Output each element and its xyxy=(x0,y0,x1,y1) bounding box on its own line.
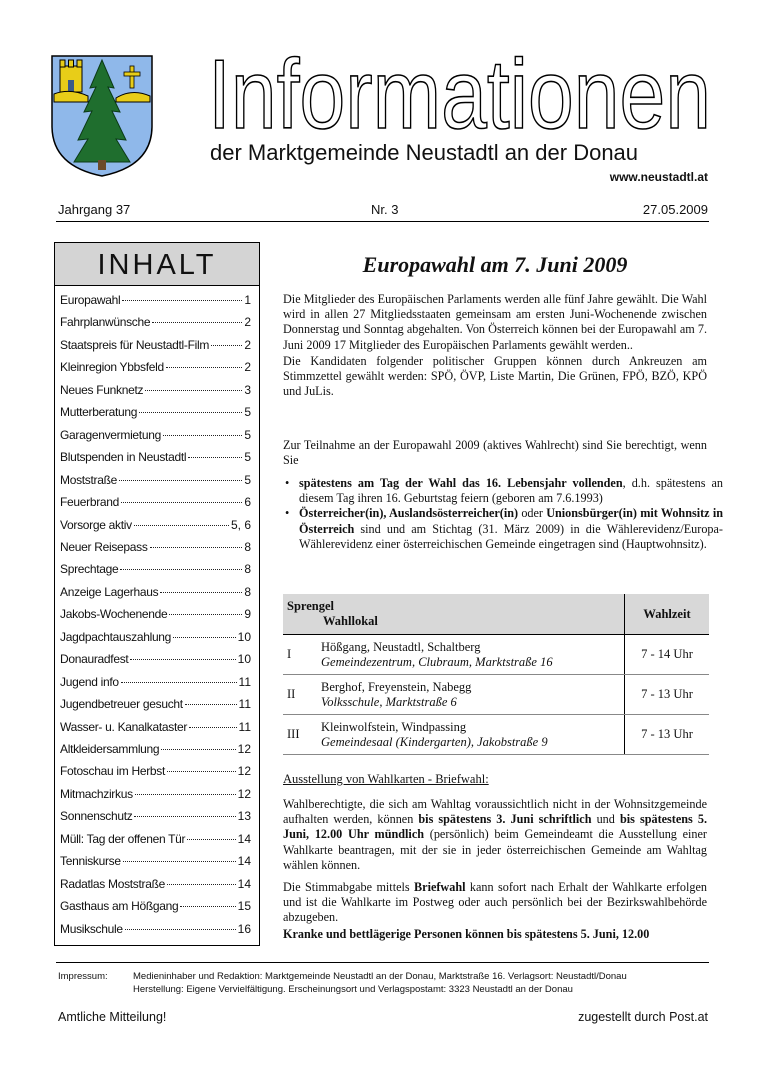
toc-item-page: 16 xyxy=(237,921,251,936)
toc-item-page: 10 xyxy=(237,652,251,667)
official-notice: Amtliche Mitteilung! xyxy=(58,1010,167,1024)
toc-item[interactable] xyxy=(60,405,251,423)
toc-item-label: Fotoschau im Herbst xyxy=(60,764,166,779)
bullet-icon: • xyxy=(285,476,290,490)
toc-leader-dots xyxy=(121,502,242,503)
header-sprengel: Sprengel xyxy=(287,599,334,613)
toc-item-label: Feuerbrand xyxy=(60,495,120,510)
text-run: (persönlich) beim Gemeindeamt die Ausstellung einer Wahlkarte beantragen, mit der sie in jeder österreichischen Gemeinde am Wahltag wählen können. xyxy=(283,827,707,872)
district-places: Hößgang, Neustadtl, Schaltberg xyxy=(321,639,481,654)
toc-item-page: 5 xyxy=(244,450,251,465)
polling-location xyxy=(317,675,625,715)
polling-venue: Gemeindesaal (Kindergarten), Jakobstraße 9 xyxy=(321,734,548,749)
toc-item-label: Gasthaus am Hößgang xyxy=(60,899,179,914)
table-header-wahlzeit: Wahlzeit xyxy=(625,594,710,635)
toc-item[interactable] xyxy=(60,450,251,468)
text-run-bold: können xyxy=(462,927,507,941)
toc-item-page: 3 xyxy=(244,382,251,397)
toc-item[interactable] xyxy=(60,675,251,693)
toc-leader-dots xyxy=(119,480,242,481)
masthead-subtitle: der Marktgemeinde Neustadtl an der Donau xyxy=(210,140,639,165)
toc-leader-dots xyxy=(163,435,242,436)
toc-leader-dots xyxy=(135,794,236,795)
toc-item-label: Altkleidersammlung xyxy=(60,742,160,756)
toc-leader-dots xyxy=(145,390,242,391)
toc-item-page: 2 xyxy=(244,315,251,330)
toc-item-page: 8 xyxy=(244,584,251,599)
delivery-notice: zugestellt durch Post.at xyxy=(578,1010,708,1024)
toc-item-label: Vorsorge aktiv xyxy=(60,517,132,532)
toc-item[interactable] xyxy=(60,428,251,446)
toc-leader-dots xyxy=(167,884,236,885)
toc-item-page: 13 xyxy=(237,809,251,824)
toc-leader-dots xyxy=(134,816,235,817)
bullet-bold: spätestens am Tag der Wahl das 16. Lebensjahr vollenden xyxy=(299,476,623,490)
header-wahllokal: Wahllokal xyxy=(323,614,378,628)
toc-leader-dots xyxy=(189,727,236,728)
polling-venue: Volksschule, Marktstraße 6 xyxy=(321,694,457,709)
toc-item-page: 9 xyxy=(244,607,251,622)
eligibility-list xyxy=(283,476,723,552)
coat-of-arms-icon xyxy=(50,54,154,178)
toc-leader-dots xyxy=(139,412,242,413)
toc-item[interactable] xyxy=(60,585,251,603)
absentee-title: Ausstellung von Wahlkarten - Briefwahl: xyxy=(283,772,489,786)
toc-heading: INHALT xyxy=(55,243,259,286)
toc-item-page: 5 xyxy=(244,405,251,420)
table-header-sprengel xyxy=(283,594,625,635)
toc-leader-dots xyxy=(152,322,242,323)
toc-item[interactable] xyxy=(60,607,251,625)
toc-leader-dots xyxy=(123,861,236,862)
toc-item[interactable] xyxy=(60,315,251,333)
toc-item-page: 14 xyxy=(237,831,251,846)
header-divider xyxy=(56,221,709,222)
toc-item-page: 15 xyxy=(237,899,251,914)
toc-item-label: Jakobs-Wochenende xyxy=(60,607,168,622)
toc-leader-dots xyxy=(169,614,242,615)
website-link[interactable]: www.neustadtl.at xyxy=(609,170,708,184)
toc-item-label: Neues Funknetz xyxy=(60,382,144,397)
table-body xyxy=(283,635,709,755)
toc-item-page: 11 xyxy=(238,719,251,734)
table-row xyxy=(283,635,709,675)
toc-leader-dots xyxy=(167,771,236,772)
bullet-icon: • xyxy=(285,506,290,521)
toc-leader-dots xyxy=(120,569,242,570)
toc-leader-dots xyxy=(150,547,243,548)
toc-leader-dots xyxy=(134,525,229,526)
toc-item-page: 8 xyxy=(244,539,251,554)
toc-item-label: Jagdpachtauszahlung xyxy=(60,629,172,644)
toc-item-label: Sprechtage xyxy=(60,562,119,577)
text-run-bold: bis spätestens 3. Juni schriftlich xyxy=(418,812,592,827)
toc-item[interactable] xyxy=(60,697,251,715)
toc-leader-dots xyxy=(187,839,235,840)
text-run: Wahlberechtigte, die sich am Wahltag voraussichtlich nicht in der Wohnsitzgemeinde aufhalten werden, können xyxy=(283,797,707,827)
toc-item-label: Wasser- u. Kanalkataster xyxy=(60,719,188,734)
toc-item[interactable] xyxy=(60,652,251,670)
toc-item[interactable] xyxy=(60,787,251,805)
table-row xyxy=(283,675,709,715)
toc-item[interactable] xyxy=(60,293,251,311)
toc-leader-dots xyxy=(166,367,242,368)
toc-item-page: 12 xyxy=(237,786,251,801)
toc-item[interactable] xyxy=(60,809,251,827)
toc-leader-dots xyxy=(173,637,236,638)
toc-item-label: Moststraße xyxy=(60,472,118,487)
polling-stations-table xyxy=(283,594,709,755)
polling-hours: 7 - 13 Uhr xyxy=(625,715,710,755)
toc-leader-dots xyxy=(211,345,242,346)
text-run-bold: bis spätestens 5. Juni, 12.00 xyxy=(506,927,650,941)
toc-item-page: 2 xyxy=(244,337,251,352)
issue-date: 27.05.2009 xyxy=(642,202,708,217)
issue-number: Nr. 3 xyxy=(371,202,399,217)
district-places: Berghof, Freyenstein, Nabegg xyxy=(321,679,472,694)
toc-item-page: 1 xyxy=(244,293,251,307)
bullet-bold: Österreicher(in), Auslandsösterreicher(in) xyxy=(299,506,519,521)
toc-item-label: Donauradfest xyxy=(60,652,129,667)
footer-divider xyxy=(56,962,709,963)
district-number: I xyxy=(283,635,317,675)
toc-item[interactable] xyxy=(60,360,251,378)
table-of-contents xyxy=(54,242,260,946)
toc-item-page: 11 xyxy=(238,674,251,689)
toc-item-label: Blutspenden in Neustadtl xyxy=(60,450,187,465)
absentee-paragraph-2 xyxy=(283,880,707,926)
toc-item[interactable] xyxy=(60,383,251,401)
toc-item-page: 8 xyxy=(244,562,251,577)
toc-item-page: 5, 6 xyxy=(230,517,251,532)
bullet-text: oder xyxy=(518,506,547,521)
bullet-text: sind und am Stichtag (31. März 2009) in die Wählerevidenz/Europa-Wählerevidenz einer österreichischen Gemeinde eingetragen sind (Hauptwohnsitz). xyxy=(299,521,723,551)
toc-item-label: Jugendbetreuer gesucht xyxy=(60,697,183,712)
toc-item-label: Staatspreis für Neustadtl-Film xyxy=(60,337,210,352)
toc-item[interactable] xyxy=(60,518,251,536)
toc-item-label: Neuer Reisepass xyxy=(60,539,148,554)
masthead-title-text: Informationen xyxy=(208,50,711,136)
toc-item-page: 2 xyxy=(244,360,251,375)
toc-item[interactable] xyxy=(60,877,251,895)
table-header-row xyxy=(283,594,709,635)
toc-item-page: 6 xyxy=(244,495,251,510)
text-run: Die Stimmabgabe mittels xyxy=(283,880,415,894)
toc-item-label: Mitmachzirkus xyxy=(60,786,133,801)
article-intro: Die Mitglieder des Europäischen Parlaments werden alle fünf Jahre gewählt. Die Wahl wird in allen 27 Mitgliedsstaaten gemeinsam am ersten Juni-Wochenende zwischen Donnerstag und Sonntag abgehalten. Von Österreich können bei der Europawahl am 7. Juni 2009 17 Mitglieder des Europäischen Parlaments gewählt werden.. xyxy=(283,292,707,352)
text-run-bold: Kranke und bettlägerige Personen xyxy=(283,927,463,941)
toc-item-page: 12 xyxy=(237,742,251,756)
toc-leader-dots xyxy=(122,300,242,301)
toc-leader-dots xyxy=(180,906,235,907)
polling-location xyxy=(317,635,625,675)
polling-hours: 7 - 14 Uhr xyxy=(625,635,710,675)
bullet-bold: Unionsbürger(in) mit Wohnsitz in Österreich xyxy=(299,506,723,536)
toc-item-label: Mutterberatung xyxy=(60,405,138,420)
toc-leader-dots xyxy=(185,704,237,705)
toc-item-page: 14 xyxy=(237,876,251,891)
toc-item-label: Kleinregion Ybbsfeld xyxy=(60,360,164,375)
polling-hours: 7 - 13 Uhr xyxy=(625,675,710,715)
toc-item[interactable] xyxy=(60,764,251,782)
district-number: III xyxy=(283,715,317,755)
list-item xyxy=(285,506,723,552)
article-title: Europawahl am 7. Juni 2009 xyxy=(362,252,628,277)
toc-item[interactable] xyxy=(60,742,251,760)
toc-item-label: Sonnenschutz xyxy=(60,809,133,824)
toc-leader-dots xyxy=(161,749,235,750)
toc-leader-dots xyxy=(130,659,235,660)
toc-item[interactable] xyxy=(60,338,251,356)
toc-item[interactable] xyxy=(60,495,251,513)
toc-item-label: Anzeige Lagerhaus xyxy=(60,584,159,599)
toc-item[interactable] xyxy=(60,922,251,940)
impressum-line-1: Medieninhaber und Redaktion: Marktgemeinde Neustadtl an der Donau, Marktstraße 16. Verlagsort: Neustadtl/Donau xyxy=(133,971,627,982)
toc-item[interactable] xyxy=(60,473,251,491)
toc-item[interactable] xyxy=(60,899,251,917)
toc-item-page: 12 xyxy=(237,764,251,779)
polling-location xyxy=(317,715,625,755)
text-run-bold: Briefwahl xyxy=(414,880,466,894)
toc-item[interactable] xyxy=(60,630,251,648)
toc-item[interactable] xyxy=(60,562,251,580)
absentee-paragraph-3 xyxy=(283,927,707,942)
polling-venue: Gemeindezentrum, Clubraum, Marktstraße 16 xyxy=(321,654,553,669)
text-run: kann sofort nach Erhalt der Wahlkarte erfolgen und ist die Wahlkarte im Postweg oder auch persönlich bei der Bezirkswahlbehörde abzugeben. xyxy=(283,880,707,925)
toc-item-page: 5 xyxy=(244,472,251,487)
eligibility-intro: Zur Teilnahme an der Europawahl 2009 (aktives Wahlrecht) sind Sie berechtigt, wenn Sie xyxy=(283,438,707,468)
list-item xyxy=(285,476,723,506)
toc-item-page: 14 xyxy=(237,854,251,869)
article-parties: Die Kandidaten folgender politischer Gruppen können durch Ankreuzen am Stimmzettel gewählt werden: SPÖ, ÖVP, Liste Martin, Die Grünen, FPÖ, BZÖ, KPÖ und JuLis. xyxy=(283,354,707,399)
toc-item-label: Fahrplanwünsche xyxy=(60,315,151,330)
toc-item-label: Jugend info xyxy=(60,674,119,689)
table-row xyxy=(283,715,709,755)
toc-item-page: 10 xyxy=(237,629,251,644)
district-places: Kleinwolfstein, Windpassing xyxy=(321,719,467,734)
toc-item-label: Tenniskurse xyxy=(60,854,121,869)
toc-item-label: Radatlas Moststraße xyxy=(60,876,166,891)
toc-leader-dots xyxy=(121,682,237,683)
toc-item[interactable] xyxy=(60,832,251,850)
toc-item-page: 11 xyxy=(238,697,251,712)
toc-item[interactable] xyxy=(60,720,251,738)
impressum-line-2: Herstellung: Eigene Vervielfältigung. Erscheinungsort und Verlagspostamt: 3323 Neustadtl an der Donau xyxy=(133,984,573,995)
toc-leader-dots xyxy=(188,457,242,458)
toc-item-label: Müll: Tag der offenen Tür xyxy=(60,831,186,846)
toc-item[interactable] xyxy=(60,854,251,872)
toc-item[interactable] xyxy=(60,540,251,558)
text-run: und xyxy=(591,812,620,827)
impressum-label: Impressum: xyxy=(58,971,108,982)
toc-item-label: Garagenvermietung xyxy=(60,427,161,442)
absentee-paragraph-1 xyxy=(283,797,707,873)
toc-item-label: Europawahl xyxy=(60,293,121,307)
bullet-text: , d.h. spätestens an diesem Tag ihren 16. Geburtstag feiern (geboren am 7.6.1993) xyxy=(299,476,723,506)
masthead-title xyxy=(208,50,713,136)
toc-item-page: 5 xyxy=(244,427,251,442)
district-number: II xyxy=(283,675,317,715)
toc-leader-dots xyxy=(125,929,236,930)
toc-item-label: Musikschule xyxy=(60,921,123,936)
volume-label: Jahrgang 37 xyxy=(58,202,131,217)
text-run-bold: bis spätestens 5. Juni, 12.00 Uhr mündlich xyxy=(283,812,707,842)
toc-leader-dots xyxy=(160,592,242,593)
